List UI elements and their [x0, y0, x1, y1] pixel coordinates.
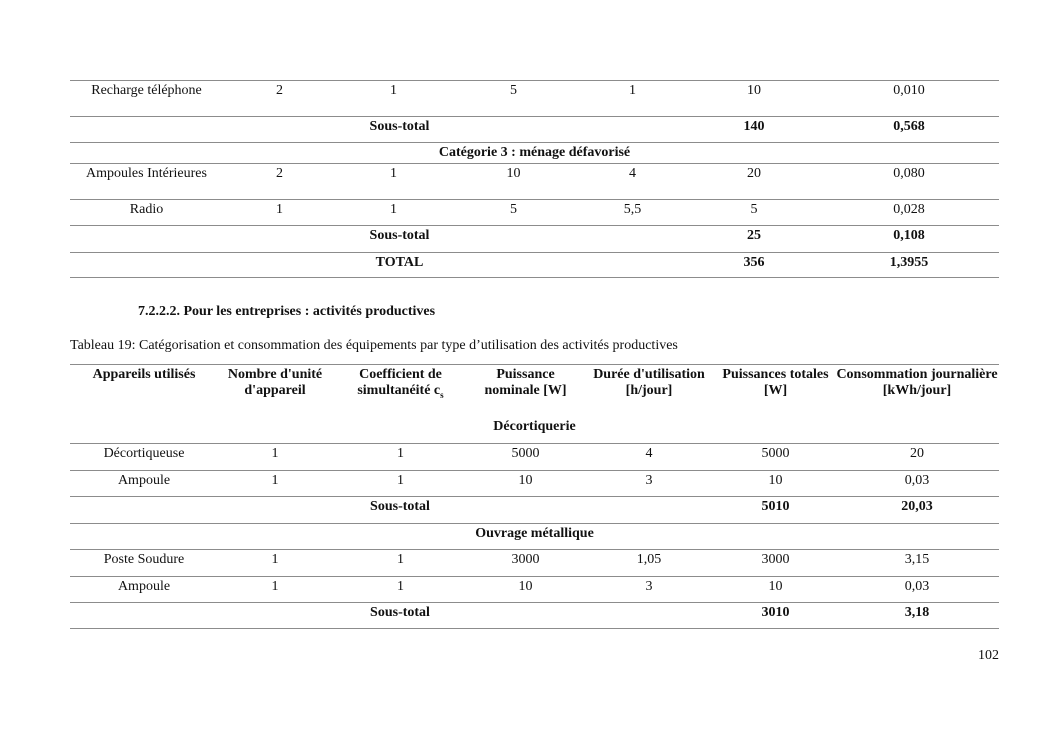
subtotal-label: Sous-total: [218, 497, 582, 524]
subtotal-label: TOTAL: [223, 253, 576, 278]
table-header-row: [70, 365, 999, 417]
cell-puissance: 3000: [469, 550, 582, 577]
header-puissance: Puissance nominale [W]: [484, 367, 567, 398]
cell-puissance: 10: [469, 471, 582, 497]
subtotal-empty-cell: [70, 253, 223, 278]
subtotal-empty-cell: [582, 497, 716, 524]
cell-puissance: 5000: [469, 444, 582, 471]
header-coefficient-subscript: s: [440, 389, 444, 400]
cell-coefficient: 1: [336, 164, 451, 200]
cell-duree: 3: [582, 577, 716, 603]
subtotal-label: Sous-total: [218, 603, 582, 629]
cell-nombre: 1: [218, 444, 332, 471]
cell-puissance: 10: [451, 164, 576, 200]
consumption-table-continued-body: [70, 81, 999, 278]
cell-duree: 4: [576, 164, 689, 200]
cell-coefficient: 1: [332, 444, 469, 471]
cell-puissance-totale: 20: [689, 164, 819, 200]
cell-duree: 1,05: [582, 550, 716, 577]
subtotal-label: Sous-total: [223, 226, 576, 253]
cell-appareil: Ampoules Intérieures: [70, 164, 223, 200]
cell-consommation: 0,03: [835, 471, 999, 497]
cell-appareil: Radio: [70, 200, 223, 226]
table-caption: Tableau 19: Catégorisation et consommation des équipements par type d’utilisation des activités productives: [70, 338, 678, 353]
cell-puissance-totale: 10: [689, 81, 819, 117]
subtotal-daily-consumption: 1,3955: [819, 253, 999, 278]
cell-consommation: 0,080: [819, 164, 999, 200]
cell-consommation: 20: [835, 444, 999, 471]
cell-consommation: 0,03: [835, 577, 999, 603]
section-heading: 7.2.2.2. Pour les entreprises : activités productives: [138, 304, 436, 319]
subtotal-daily-consumption: 0,568: [819, 117, 999, 143]
table-row: [70, 471, 999, 497]
header-coefficient-text: Coefficient de simultanéité c: [357, 367, 442, 398]
subtotal-empty-cell: [576, 253, 689, 278]
subtotal-row: [70, 226, 999, 253]
cell-duree: 3: [582, 471, 716, 497]
table-row: [70, 164, 999, 200]
productive-activities-table-body: [70, 417, 999, 629]
subtotal-empty-cell: [582, 603, 716, 629]
category-row: [70, 417, 999, 444]
table-row: [70, 550, 999, 577]
header-coefficient: [332, 365, 469, 417]
cell-appareil: Décortiqueuse: [70, 444, 218, 471]
category-row: [70, 143, 999, 164]
cell-appareil: Ampoule: [70, 471, 218, 497]
cell-coefficient: 1: [332, 550, 469, 577]
table-row: [70, 577, 999, 603]
table-row: [70, 81, 999, 117]
subtotal-row: [70, 117, 999, 143]
total-row: [70, 253, 999, 278]
subtotal-total-power: 356: [689, 253, 819, 278]
cell-puissance-totale: 5: [689, 200, 819, 226]
page-number: 102: [978, 648, 999, 663]
subtotal-total-power: 25: [689, 226, 819, 253]
cell-nombre: 2: [223, 81, 336, 117]
subtotal-total-power: 3010: [716, 603, 835, 629]
category-row: [70, 524, 999, 550]
cell-puissance: 5: [451, 200, 576, 226]
cell-coefficient: 1: [336, 200, 451, 226]
subtotal-daily-consumption: 20,03: [835, 497, 999, 524]
category-label: Décortiquerie: [70, 417, 999, 444]
productive-activities-table: [70, 364, 999, 629]
cell-puissance-totale: 5000: [716, 444, 835, 471]
subtotal-empty-cell: [70, 226, 223, 253]
subtotal-empty-cell: [70, 603, 218, 629]
subtotal-total-power: 5010: [716, 497, 835, 524]
cell-nombre: 1: [218, 471, 332, 497]
cell-duree: 5,5: [576, 200, 689, 226]
cell-duree: 4: [582, 444, 716, 471]
subtotal-empty-cell: [70, 117, 223, 143]
subtotal-row: [70, 497, 999, 524]
category-label: Catégorie 3 : ménage défavorisé: [70, 143, 999, 164]
cell-consommation: 0,010: [819, 81, 999, 117]
cell-puissance: 5: [451, 81, 576, 117]
cell-nombre: 1: [218, 577, 332, 603]
subtotal-label: Sous-total: [223, 117, 576, 143]
cell-duree: 1: [576, 81, 689, 117]
cell-consommation: 3,15: [835, 550, 999, 577]
cell-puissance-totale: 10: [716, 471, 835, 497]
cell-nombre: 2: [223, 164, 336, 200]
subtotal-daily-consumption: 0,108: [819, 226, 999, 253]
cell-puissance-totale: 10: [716, 577, 835, 603]
subtotal-empty-cell: [576, 226, 689, 253]
header-duree: Durée d'utilisation [h/jour]: [593, 367, 705, 398]
header-appareils: Appareils utilisés: [92, 367, 196, 382]
category-label: Ouvrage métallique: [70, 524, 999, 550]
subtotal-total-power: 140: [689, 117, 819, 143]
cell-puissance-totale: 3000: [716, 550, 835, 577]
subtotal-empty-cell: [576, 117, 689, 143]
table-row: [70, 200, 999, 226]
cell-appareil: Poste Soudure: [70, 550, 218, 577]
cell-puissance: 10: [469, 577, 582, 603]
cell-coefficient: 1: [332, 577, 469, 603]
consumption-table-continued: [70, 80, 999, 278]
header-consommation: Consommation journalière [kWh/jour]: [836, 367, 998, 398]
subtotal-daily-consumption: 3,18: [835, 603, 999, 629]
cell-appareil: Ampoule: [70, 577, 218, 603]
cell-nombre: 1: [223, 200, 336, 226]
cell-coefficient: 1: [336, 81, 451, 117]
subtotal-row: [70, 603, 999, 629]
cell-consommation: 0,028: [819, 200, 999, 226]
subtotal-empty-cell: [70, 497, 218, 524]
table-row: [70, 444, 999, 471]
cell-nombre: 1: [218, 550, 332, 577]
cell-coefficient: 1: [332, 471, 469, 497]
cell-appareil: Recharge téléphone: [70, 81, 223, 117]
header-puissances-totales: Puissances totales [W]: [722, 367, 829, 398]
header-nombre: Nombre d'unité d'appareil: [227, 367, 323, 398]
